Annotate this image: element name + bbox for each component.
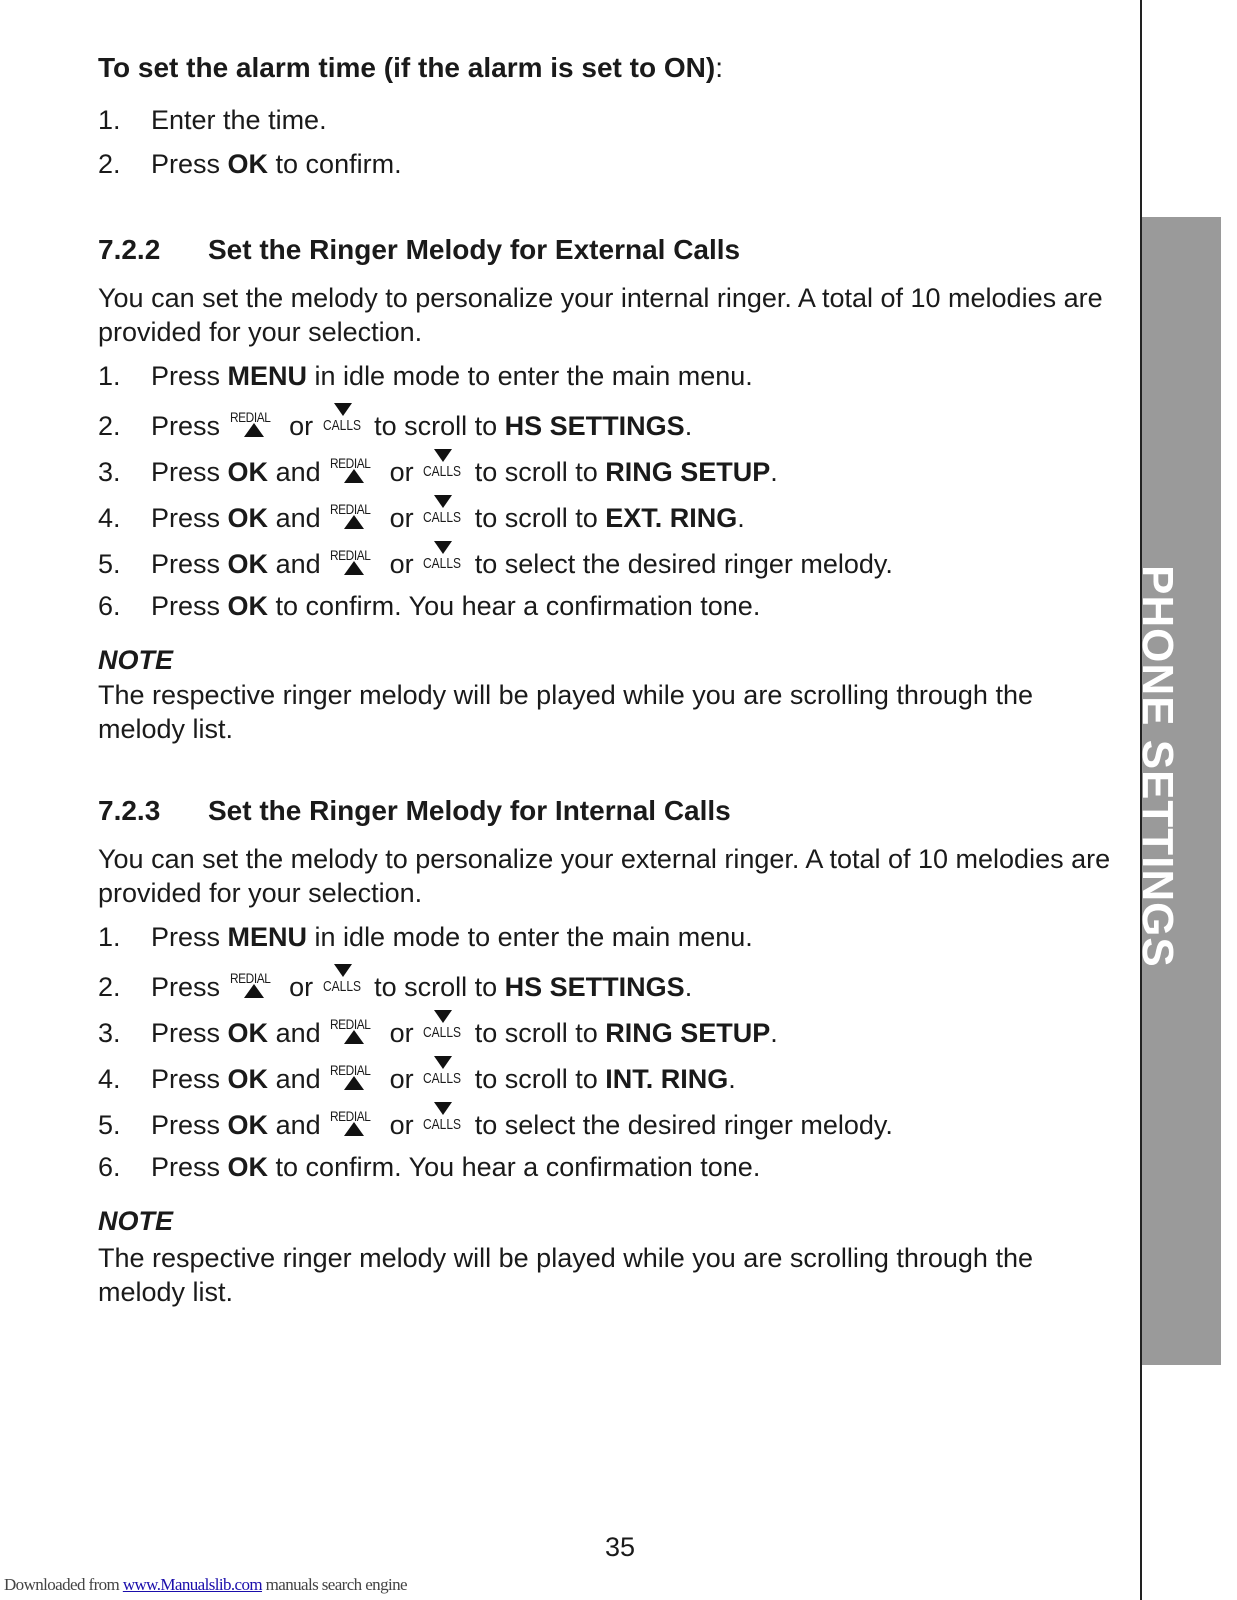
note-text: The respective ringer melody will be played while you are scrolling through the melody list. — [98, 1243, 1033, 1307]
step: 1. Press MENU in idle mode to enter the main menu. — [98, 361, 753, 391]
step: 4. Press OK and REDIAL or CALLS to scroll to EXT. RING. — [98, 497, 745, 535]
alarm-heading: To set the alarm time (if the alarm is set to ON): — [98, 52, 723, 83]
section-intro: You can set the melody to personalize your external ringer. A total of 10 melodies are provided for your selection. — [98, 844, 1111, 908]
calls-down-icon: CALLS — [323, 966, 365, 1000]
footer: Downloaded from www.Manualslib.com manuals search engine — [4, 1575, 407, 1594]
redial-up-icon: REDIAL — [330, 543, 380, 577]
section-title: 7.2.3 Set the Ringer Melody for Internal Calls — [98, 795, 731, 826]
step: 5. Press OK and REDIAL or CALLS to select the desired ringer melody. — [98, 543, 893, 581]
calls-down-icon: CALLS — [423, 1012, 465, 1046]
step: 6. Press OK to confirm. You hear a confirmation tone. — [98, 1152, 761, 1182]
calls-down-icon: CALLS — [423, 451, 465, 485]
step: 4. Press OK and REDIAL or CALLS to scroll to INT. RING. — [98, 1058, 736, 1096]
section-title: 7.2.2 Set the Ringer Melody for External Calls — [98, 234, 741, 265]
calls-down-icon: CALLS — [423, 1058, 465, 1092]
redial-up-icon: REDIAL — [230, 966, 280, 1000]
redial-up-icon: REDIAL — [330, 497, 380, 531]
redial-up-icon: REDIAL — [330, 1058, 380, 1092]
redial-up-icon: REDIAL — [330, 451, 380, 485]
step: 3. Press OK and REDIAL or CALLS to scroll to RING SETUP. — [98, 451, 778, 489]
page-number: 35 — [604, 1532, 636, 1562]
calls-down-icon: CALLS — [423, 1104, 465, 1138]
side-tab-label: PHONE SETTINGS — [1133, 565, 1182, 968]
note-label: NOTE — [98, 645, 174, 675]
manualslib-link[interactable]: www.Manualslib.com — [122, 1575, 263, 1594]
step: 2. Press REDIAL or CALLS to scroll to HS SETTINGS. — [98, 966, 692, 1004]
redial-up-icon: REDIAL — [330, 1104, 380, 1138]
redial-up-icon: REDIAL — [230, 405, 280, 439]
calls-down-icon: CALLS — [423, 497, 465, 531]
note-label: NOTE — [98, 1206, 174, 1236]
step: 6. Press OK to confirm. You hear a confirmation tone. — [98, 591, 761, 621]
redial-up-icon: REDIAL — [330, 1012, 380, 1046]
step: 1. Press MENU in idle mode to enter the main menu. — [98, 922, 753, 952]
note-text: The respective ringer melody will be played while you are scrolling through the melody list. — [98, 680, 1033, 744]
step: 5. Press OK and REDIAL or CALLS to select the desired ringer melody. — [98, 1104, 893, 1142]
calls-down-icon: CALLS — [423, 543, 465, 577]
section-intro: You can set the melody to personalize your internal ringer. A total of 10 melodies are provided for your selection. — [98, 283, 1103, 347]
step: 3. Press OK and REDIAL or CALLS to scroll to RING SETUP. — [98, 1012, 778, 1050]
calls-down-icon: CALLS — [323, 405, 365, 439]
alarm-step-2: 2. Press OK to confirm. — [98, 149, 402, 179]
alarm-step-1: 1. Enter the time. — [98, 105, 327, 135]
step: 2. Press REDIAL or CALLS to scroll to HS SETTINGS. — [98, 405, 692, 443]
